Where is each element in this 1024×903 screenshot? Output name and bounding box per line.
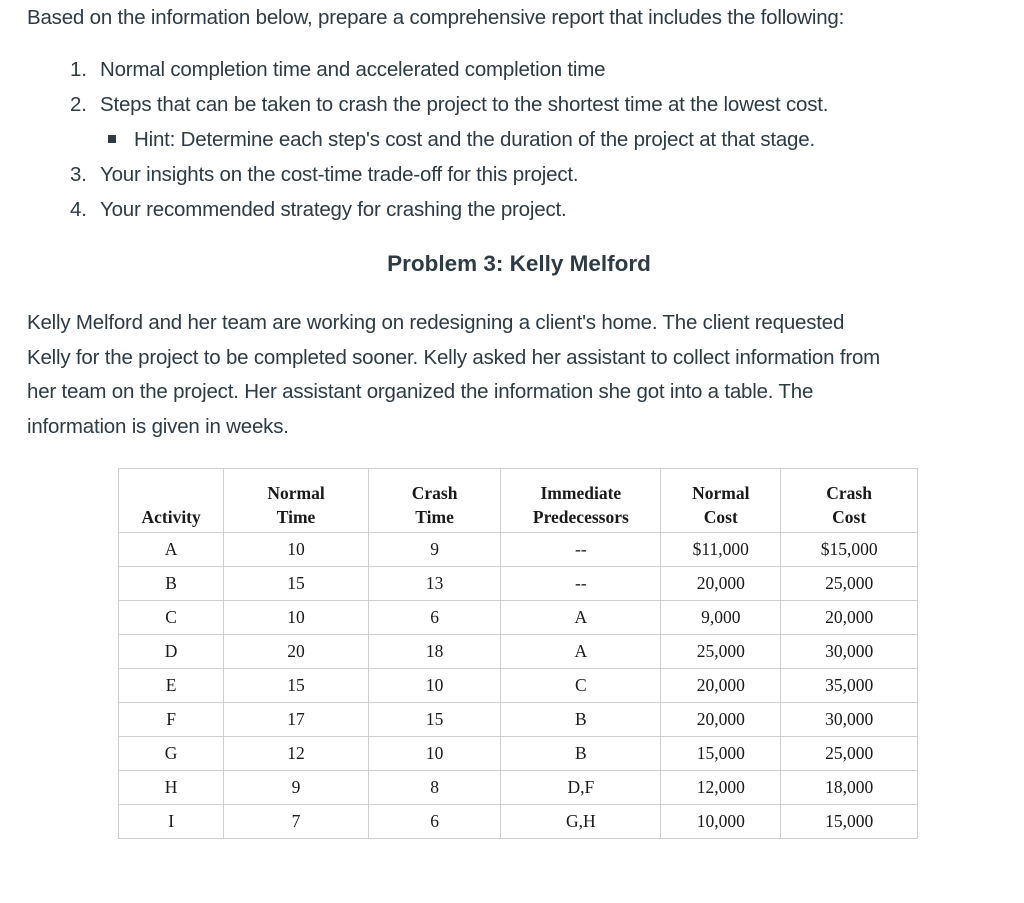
cell-crash-cost: $15,000 [781, 533, 918, 567]
cell-crash-cost: 25,000 [781, 567, 918, 601]
cell-predecessors: -- [501, 533, 661, 567]
cell-predecessors: B [501, 703, 661, 737]
table-row [119, 771, 918, 805]
cell-crash-time: 6 [368, 601, 501, 635]
cell-normal-cost: 25,000 [661, 635, 781, 669]
task-item [70, 91, 828, 126]
task-text: Steps that can be taken to crash the project to the shortest time at the lowest cost. [100, 93, 829, 116]
table-row [119, 601, 918, 635]
table-header-row [119, 469, 918, 533]
task-list [70, 56, 828, 231]
cell-activity: C [119, 601, 224, 635]
cell-predecessors: -- [501, 567, 661, 601]
header-immediate-predecessors: Immediate Predecessors [501, 469, 661, 533]
task-text: Normal completion time and accelerated completion time [100, 58, 606, 81]
task-text: Your recommended strategy for crashing the project. [100, 198, 567, 221]
description-line: Kelly for the project to be completed sooner. Kelly asked her assistant to collect information from [27, 345, 881, 369]
cell-activity: B [119, 567, 224, 601]
table-row [119, 805, 918, 839]
cell-crash-cost: 30,000 [781, 703, 918, 737]
cell-crash-cost: 20,000 [781, 601, 918, 635]
cell-crash-time: 6 [368, 805, 501, 839]
cell-crash-time: 15 [368, 703, 501, 737]
cell-predecessors: A [501, 601, 661, 635]
activity-table [118, 468, 918, 839]
cell-predecessors: G,H [501, 805, 661, 839]
cell-activity: A [119, 533, 224, 567]
table-row [119, 635, 918, 669]
instructions-intro: Based on the information below, prepare a comprehensive report that includes the following: [27, 6, 845, 29]
cell-normal-time: 15 [224, 669, 369, 703]
header-normal-time: Normal Time [224, 469, 369, 533]
task-item [70, 161, 828, 196]
cell-normal-time: 12 [224, 737, 369, 771]
cell-activity: E [119, 669, 224, 703]
table-row [119, 703, 918, 737]
cell-activity: F [119, 703, 224, 737]
cell-crash-time: 9 [368, 533, 501, 567]
table-row [119, 737, 918, 771]
cell-activity: G [119, 737, 224, 771]
cell-crash-time: 10 [368, 737, 501, 771]
cell-normal-cost: 20,000 [661, 567, 781, 601]
cell-crash-cost: 15,000 [781, 805, 918, 839]
cell-normal-cost: $11,000 [661, 533, 781, 567]
hint-text: Hint: Determine each step's cost and the duration of the project at that stage. [134, 128, 815, 151]
description-line: information is given in weeks. [27, 414, 289, 438]
cell-normal-time: 20 [224, 635, 369, 669]
cell-crash-cost: 25,000 [781, 737, 918, 771]
header-crash-time: Crash Time [368, 469, 501, 533]
task-number: 1. [70, 58, 87, 81]
problem-description [27, 306, 1017, 444]
cell-normal-cost: 12,000 [661, 771, 781, 805]
cell-normal-time: 10 [224, 601, 369, 635]
cell-normal-time: 17 [224, 703, 369, 737]
table-row [119, 567, 918, 601]
cell-normal-time: 9 [224, 771, 369, 805]
task-number: 4. [70, 198, 87, 221]
problem-title: Problem 3: Kelly Melford [387, 251, 651, 276]
cell-crash-time: 18 [368, 635, 501, 669]
cell-predecessors: B [501, 737, 661, 771]
cell-activity: I [119, 805, 224, 839]
task-number: 2. [70, 93, 87, 116]
table-row [119, 669, 918, 703]
task-text: Your insights on the cost-time trade-off for this project. [100, 163, 579, 186]
cell-crash-time: 8 [368, 771, 501, 805]
cell-predecessors: D,F [501, 771, 661, 805]
cell-normal-cost: 15,000 [661, 737, 781, 771]
cell-crash-cost: 35,000 [781, 669, 918, 703]
cell-activity: H [119, 771, 224, 805]
cell-crash-time: 10 [368, 669, 501, 703]
header-activity: Activity [119, 469, 224, 533]
cell-normal-cost: 9,000 [661, 601, 781, 635]
cell-crash-cost: 18,000 [781, 771, 918, 805]
description-line: her team on the project. Her assistant organized the information she got into a table. The [27, 380, 814, 403]
cell-crash-cost: 30,000 [781, 635, 918, 669]
cell-normal-time: 15 [224, 567, 369, 601]
task-item [70, 56, 828, 91]
square-bullet-icon [108, 135, 116, 143]
header-crash-cost: Crash Cost [781, 469, 918, 533]
description-line: Kelly Melford and her team are working on redesigning a client's home. The client requested [27, 311, 845, 334]
cell-normal-time: 10 [224, 533, 369, 567]
cell-normal-cost: 20,000 [661, 703, 781, 737]
cell-predecessors: A [501, 635, 661, 669]
cell-normal-time: 7 [224, 805, 369, 839]
cell-predecessors: C [501, 669, 661, 703]
cell-crash-time: 13 [368, 567, 501, 601]
cell-normal-cost: 10,000 [661, 805, 781, 839]
task-number: 3. [70, 163, 87, 186]
cell-normal-cost: 20,000 [661, 669, 781, 703]
task-item [70, 196, 828, 231]
header-normal-cost: Normal Cost [661, 469, 781, 533]
hint-item [70, 126, 828, 161]
table-row [119, 533, 918, 567]
cell-activity: D [119, 635, 224, 669]
